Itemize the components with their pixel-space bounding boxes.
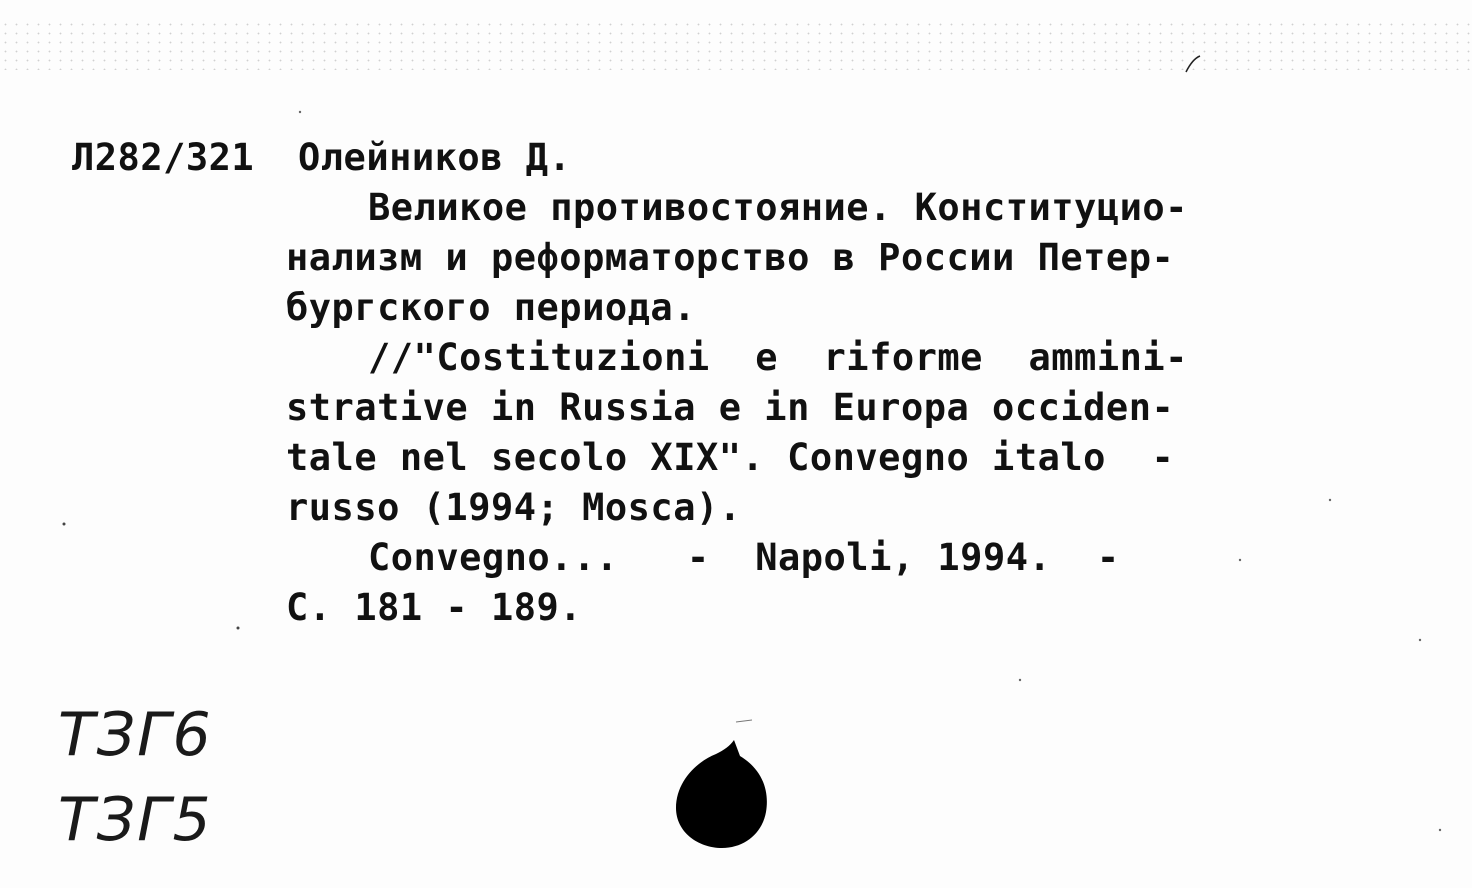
text-line: C. 181 - 189. xyxy=(286,586,583,629)
text-line: Convegno... - Napoli, 1994. - xyxy=(368,536,1120,579)
text-line: нализм и реформаторство в России Петер- xyxy=(286,236,1175,279)
handwritten-code: ТЗГ5 xyxy=(58,785,213,855)
punch-hole-icon xyxy=(672,738,772,850)
text-line: Великое противостояние. Конституцио- xyxy=(368,186,1188,229)
shelfmark: Л282/321 xyxy=(72,136,255,179)
text-line: //"Costituzioni e riforme ammini- xyxy=(368,336,1188,379)
text-line: russo (1994; Mosca). xyxy=(286,486,742,529)
text-line: tale nel secolo XIX". Convegno italo - xyxy=(286,436,1175,479)
author-name: Олейников Д. xyxy=(298,136,572,179)
scan-noise xyxy=(0,20,1472,70)
text-line: strative in Russia e in Europa occiden- xyxy=(286,386,1175,429)
handwritten-code: ТЗГ6 xyxy=(58,700,213,770)
text-line: бургского периода. xyxy=(286,286,696,329)
